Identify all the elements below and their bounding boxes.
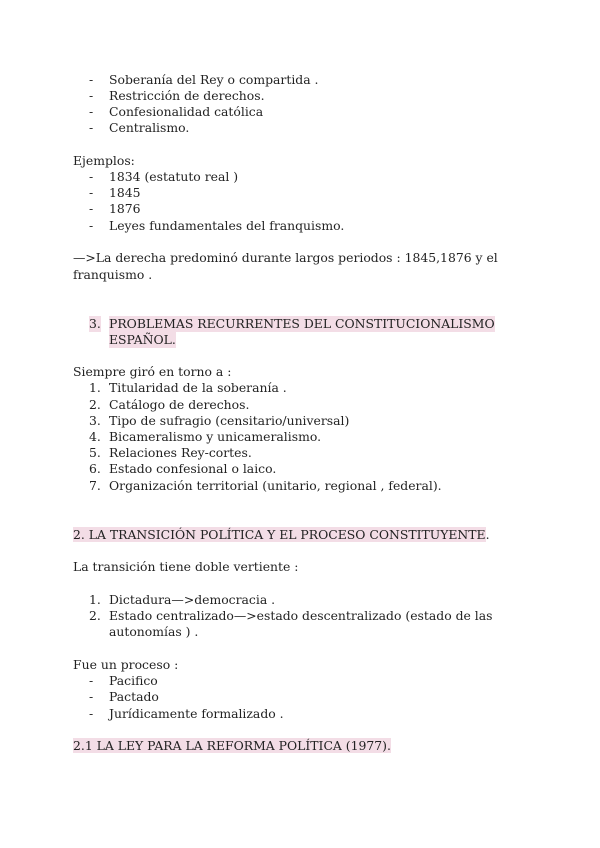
transicion-label: La transición tiene doble vertiente : (73, 559, 299, 574)
heading-text: 2.1 LA LEY PARA LA REFORMA POLÍTICA (1977). (73, 738, 391, 753)
subsection-heading (73, 738, 391, 754)
paragraph-line: franquismo . (73, 267, 153, 282)
dash-marker: - (89, 689, 94, 704)
list-item-text: Tipo de sufragio (censitario/universal) (109, 413, 350, 428)
list-item-text: Estado centralizado—>estado descentralizado (estado de las (109, 608, 493, 623)
list-item-text: Organización territorial (unitario, regional , federal). (109, 478, 442, 493)
list-item-text: Relaciones Rey-cortes. (109, 445, 252, 460)
list-number: 5. (89, 445, 101, 460)
list-item-text: 1845 (109, 185, 141, 200)
list-number: 2. (89, 608, 101, 623)
list-item-text: Centralismo. (109, 120, 190, 135)
heading-text: ESPAÑOL. (109, 332, 176, 347)
list-number: 2. (89, 397, 101, 412)
list-number: 1. (89, 592, 101, 607)
dash-marker: - (89, 72, 94, 87)
list-number: 6. (89, 461, 101, 476)
paragraph-line: —>La derecha predominó durante largos periodos : 1845,1876 y el (73, 250, 498, 265)
list-item-text: Catálogo de derechos. (109, 397, 250, 412)
dash-marker: - (89, 185, 94, 200)
list-item-text: Leyes fundamentales del franquismo. (109, 218, 345, 233)
dash-marker: - (89, 169, 94, 184)
list-item-text: Pactado (109, 689, 159, 704)
list-item-text: Restricción de derechos. (109, 88, 265, 103)
dash-marker: - (89, 218, 94, 233)
dash-marker: - (89, 88, 94, 103)
section-heading (73, 527, 490, 543)
list-item-text: Titularidad de la soberanía . (109, 380, 287, 395)
dash-marker: - (89, 673, 94, 688)
ejemplos-label: Ejemplos: (73, 153, 135, 168)
list-number: 1. (89, 380, 101, 395)
dash-marker: - (89, 104, 94, 119)
heading-tail: . (485, 527, 490, 542)
dash-marker: - (89, 201, 94, 216)
proceso-label: Fue un proceso : (73, 657, 179, 672)
list-item-text: Jurídicamente formalizado . (109, 706, 284, 721)
dash-marker: - (89, 120, 94, 135)
dash-marker: - (89, 706, 94, 721)
list-number: 4. (89, 429, 101, 444)
list-item-text: autonomías ) . (109, 624, 199, 639)
list-item-text: Estado confesional o laico. (109, 461, 277, 476)
list-item-text: Confesionalidad católica (109, 104, 264, 119)
list-item-text: 1834 (estatuto real ) (109, 169, 239, 184)
siempre-label: Siempre giró en torno a : (73, 364, 232, 379)
list-item-text: Bicameralismo y unicameralismo. (109, 429, 322, 444)
list-item-text: Soberanía del Rey o compartida . (109, 72, 319, 87)
heading-text: PROBLEMAS RECURRENTES DEL CONSTITUCIONALISMO (109, 316, 495, 331)
list-item-text: Dictadura—>democracia . (109, 592, 276, 607)
list-item-text: Pacifico (109, 673, 158, 688)
heading-text: 2. LA TRANSICIÓN POLÍTICA Y EL PROCESO CONSTITUYENTE (73, 527, 486, 542)
list-item-text: 1876 (109, 201, 141, 216)
list-number: 7. (89, 478, 101, 493)
heading-number: 3. (89, 316, 101, 331)
list-number: 3. (89, 413, 101, 428)
